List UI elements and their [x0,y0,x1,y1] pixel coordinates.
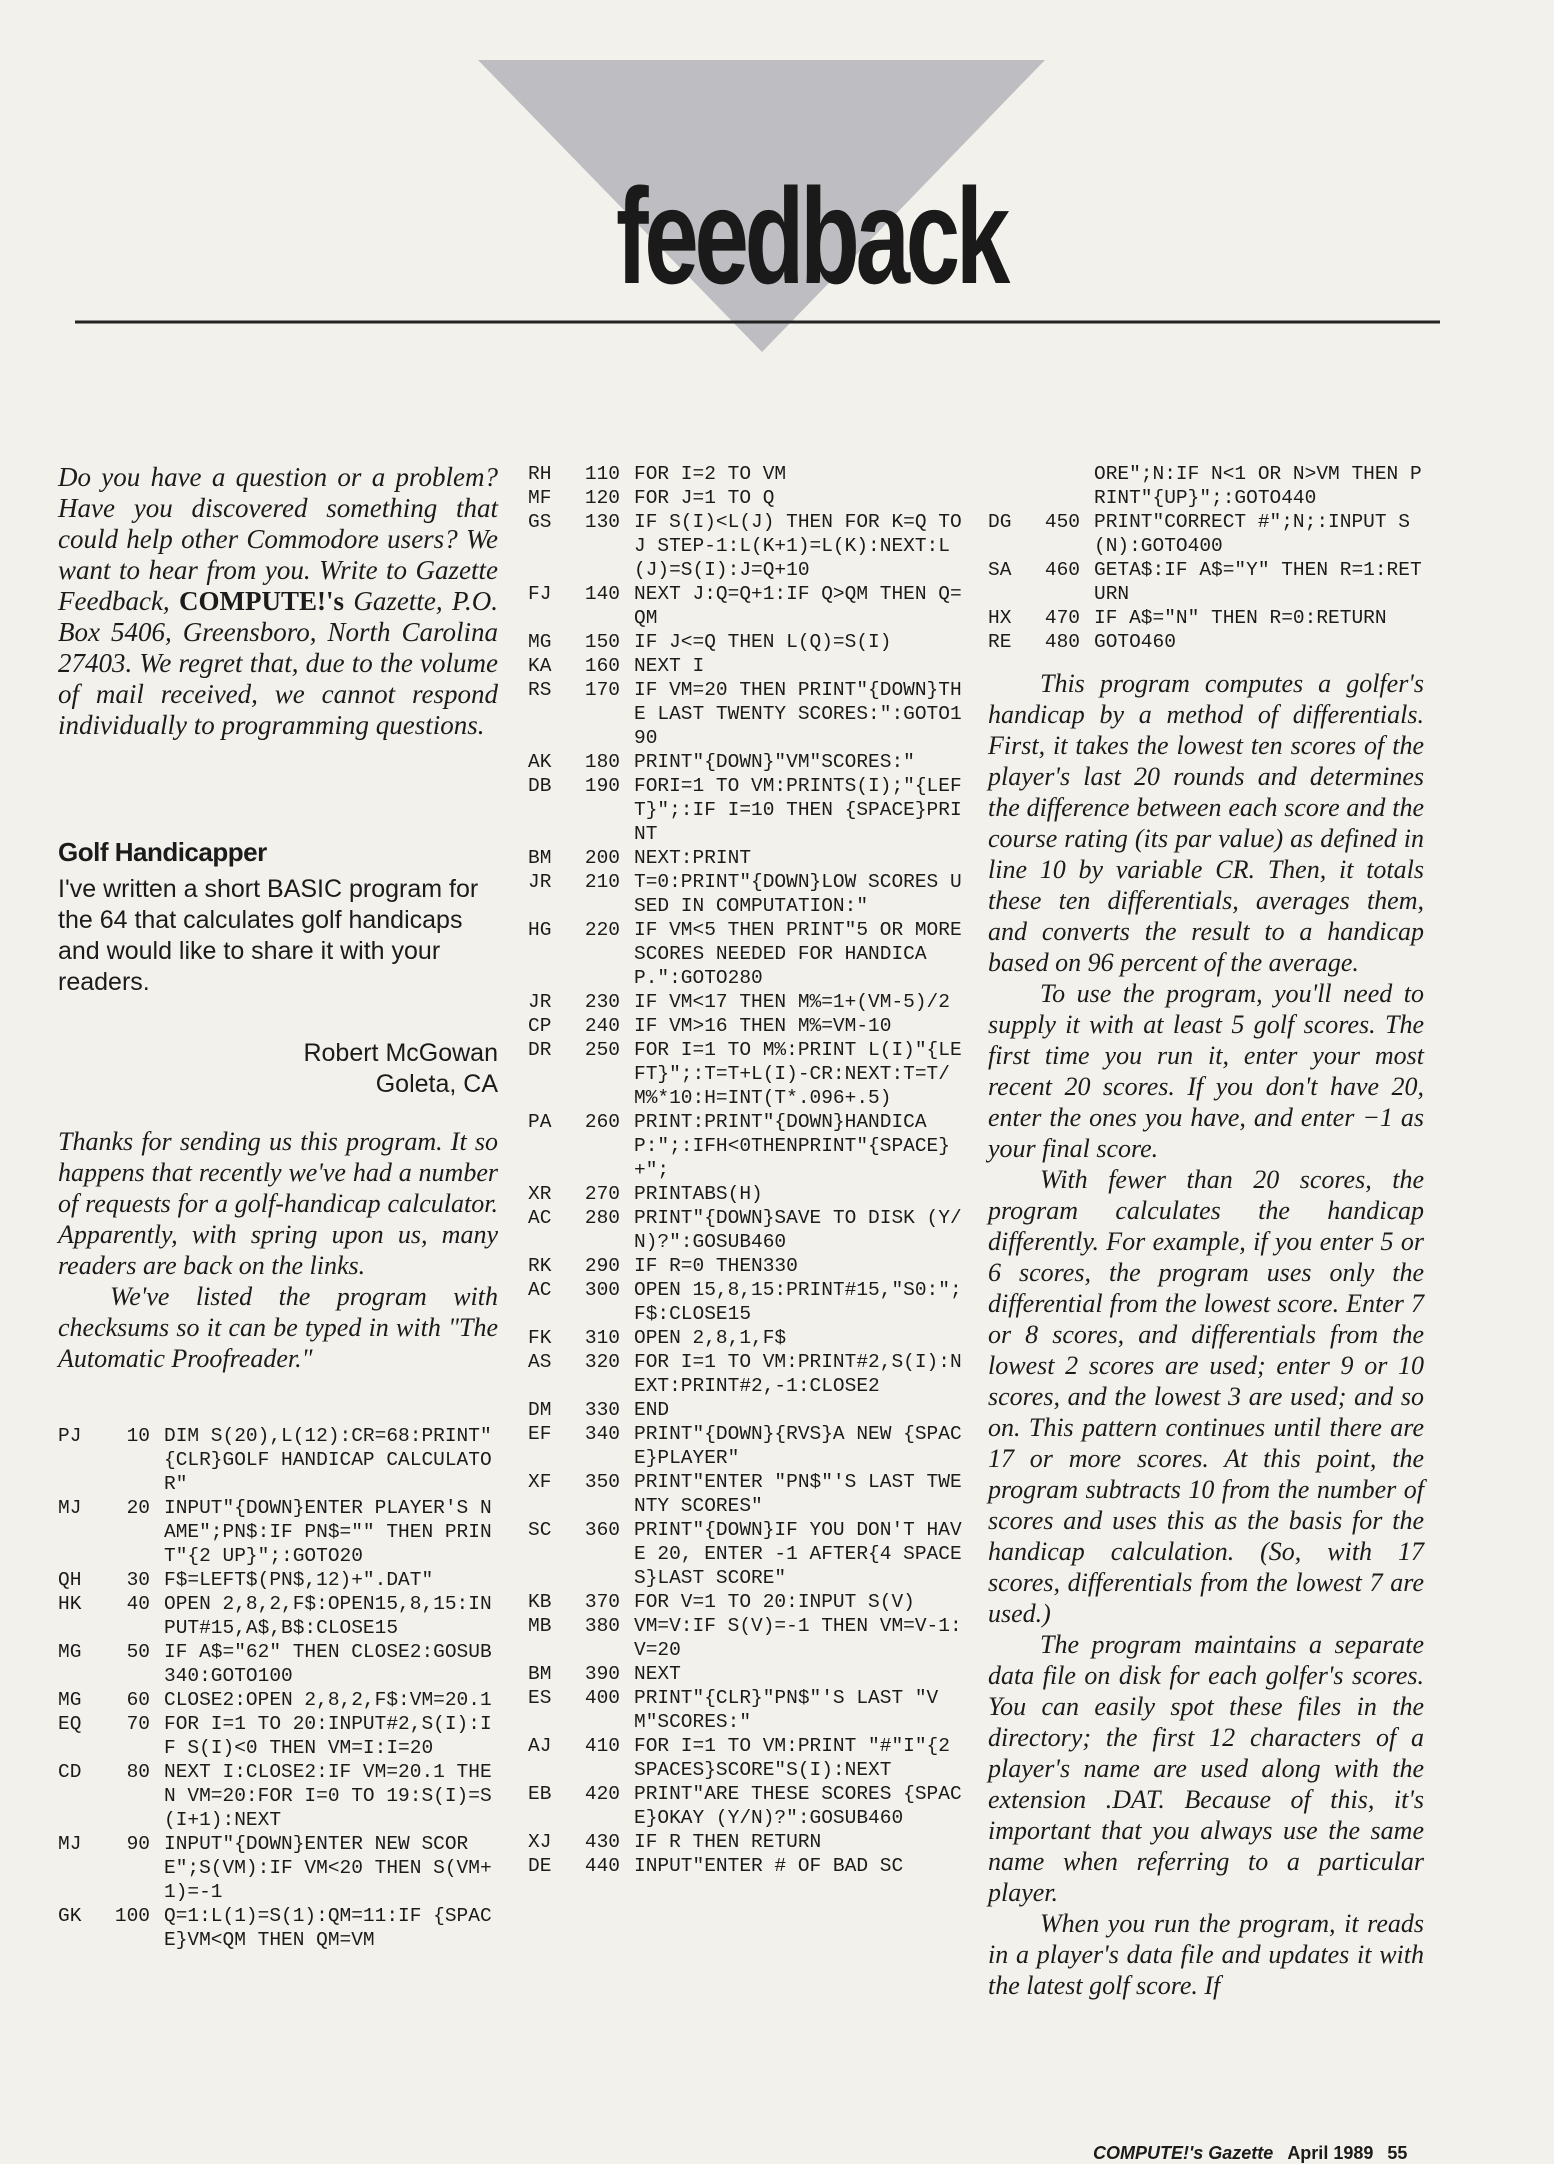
listing-statement: IF VM<5 THEN PRINT"5 OR MORE SCORES NEEDED FOR HANDICAP.":GOTO280 [634,919,974,989]
explanation-p2: To use the program, you'll need to supply it with at least 5 golf scores. The first time you run it, enter your most recent 20 scores. If you don't have 20, enter the ones you have, and enter −1 as your final score. [988,979,1424,1163]
listing-line-number: 390 [584,1663,620,1685]
footer-issue: April 1989 [1287,2143,1374,2163]
listing-checksum: QH [58,1569,82,1591]
listing-checksum: EF [528,1423,552,1445]
listing-line [528,1854,968,1878]
listing-statement: IF VM<17 THEN M%=1+(VM-5)/2 [634,991,950,1013]
listing-line-number: 110 [584,463,620,485]
listing-line [528,1182,968,1206]
listing-line [58,1832,498,1904]
listing-checksum: HK [58,1593,82,1615]
listing-checksum: DM [528,1399,552,1421]
listing-statement: IF A$="62" THEN CLOSE2:GOSUB340:GOTO100 [164,1641,492,1687]
listing-statement: GETA$:IF A$="Y" THEN R=1:RETURN [1094,559,1422,605]
listing-checksum: BM [528,847,552,869]
listing-checksum: XR [528,1183,552,1205]
listing-line-number: 400 [584,1687,620,1709]
listing-checksum: GK [58,1905,82,1927]
listing-line [58,1712,498,1760]
listing-statement: PRINT"{DOWN}SAVE TO DISK (Y/N)?":GOSUB460 [634,1207,962,1253]
listing-statement: INPUT"{DOWN}ENTER PLAYER'S NAME";PN$:IF PN$="" THEN PRINT"{2 UP}";:GOTO20 [164,1497,492,1567]
listing-line-number: 360 [584,1519,620,1541]
listing-line [528,846,968,870]
intro-magazine-name: COMPUTE!'s [179,586,345,616]
program-listing-part2 [528,462,974,1878]
listing-line-number: 150 [584,631,620,653]
listing-statement: OPEN 2,8,2,F$:OPEN15,8,15:INPUT#15,A$,B$:CLOSE15 [164,1593,492,1639]
listing-line-number: 20 [126,1497,150,1519]
listing-statement: IF S(I)<L(J) THEN FOR K=Q TO J STEP-1:L(K+1)=L(K):NEXT:L(J)=S(I):J=Q+10 [634,511,974,581]
listing-line [528,990,968,1014]
listing-statement: IF R=0 THEN330 [634,1255,798,1277]
listing-line [58,1688,498,1712]
reader-letter: I've written a short BASIC program for the 64 that calculates golf handicaps and would like to share it with your readers. [58,875,479,996]
listing-statement: END [634,1399,670,1421]
listing-line-number: 230 [584,991,620,1013]
listing-line [528,1278,968,1326]
listing-statement: DIM S(20),L(12):CR=68:PRINT"{CLR}GOLF HANDICAP CALCULATOR" [164,1425,492,1495]
listing-line-number: 300 [584,1279,620,1301]
listing-checksum: DG [988,511,1012,533]
column-right [988,462,1424,2001]
listing-checksum: MB [528,1615,552,1637]
listing-checksum: MJ [58,1833,82,1855]
listing-line [528,918,974,990]
listing-line [528,678,968,750]
listing-statement: GOTO460 [1094,631,1176,653]
listing-line-number: 370 [584,1591,620,1613]
listing-statement: IF VM=20 THEN PRINT"{DOWN}THE LAST TWENTY SCORES:":GOTO190 [634,679,962,749]
listing-statement: IF R THEN RETURN [634,1831,822,1853]
listing-checksum: MF [528,487,552,509]
explanation-p1: This program computes a golfer's handicap by a method of differentials. First, it takes the lowest ten scores of the player's last 20 rounds and determines the difference between each score and the course rating (its par value) as defined in line 10 by variable CR. Then, it totals these ten differentials, averages them, and converts the result to a handicap based on 96 percent of the average. [988,669,1424,977]
listing-statement: CLOSE2:OPEN 2,8,2,F$:VM=20.1 [164,1689,492,1711]
listing-line-number: 220 [584,919,620,941]
listing-line [528,1422,968,1470]
intro-text-a: Do you have a question or a problem? Have you discovered something that could help other Commodore users? We want to hear from you. Write to Gazette Feedback, [58,462,498,616]
listing-line [528,870,968,918]
listing-statement: PRINT"{DOWN}{RVS}A NEW {SPACE}PLAYER" [634,1423,962,1469]
listing-continuation: ORE";N:IF N<1 OR N>VM THEN PRINT"{UP}";:GOTO440 [1094,463,1422,509]
author-name: Robert McGowan [303,1039,498,1067]
listing-checksum: KA [528,655,552,677]
listing-line-number: 170 [584,679,620,701]
listing-line [528,1014,968,1038]
footer-page-number: 55 [1387,2143,1408,2163]
column-middle [528,462,974,1878]
listing-line-number: 130 [584,511,620,533]
listing-checksum: PA [528,1111,552,1133]
letter-signature [58,1038,498,1100]
listing-statement: FOR I=1 TO VM:PRINT#2,S(I):NEXT:PRINT#2,-1:CLOSE2 [634,1351,962,1397]
editor-reply-listing-note: We've listed the program with checksums so it can be typed in with "The Automatic Proofreader." [58,1282,498,1373]
listing-statement: FORI=1 TO VM:PRINTS(I);"{LEFT}";:IF I=10 THEN {SPACE}PRINT [634,775,962,845]
listing-line-number: 330 [584,1399,620,1421]
listing-statement: NEXT I:CLOSE2:IF VM=20.1 THEN VM=20:FOR I=0 TO 19:S(I)=S(I+1):NEXT [164,1761,492,1831]
listing-checksum: EQ [58,1713,82,1735]
listing-statement: FOR J=1 TO Q [634,487,775,509]
listing-line [528,486,968,510]
listing-statement: Q=1:L(1)=S(1):QM=11:IF {SPACE}VM<QM THEN QM=VM [164,1905,492,1951]
listing-checksum: MG [528,631,552,653]
listing-line [528,1518,968,1590]
listing-line-number: 380 [584,1615,620,1637]
listing-checksum: XJ [528,1831,552,1853]
listing-checksum: JR [528,871,552,893]
listing-line [58,1904,498,1952]
program-listing-part3 [988,462,1424,654]
listing-statement: NEXT:PRINT [634,847,752,869]
listing-line-number: 310 [584,1327,620,1349]
listing-checksum: RH [528,463,552,485]
listing-line-number: 450 [1044,511,1080,533]
listing-line [528,774,968,846]
listing-statement: IF A$="N" THEN R=0:RETURN [1094,607,1387,629]
listing-line [528,1614,968,1662]
listing-statement: PRINT:PRINT"{DOWN}HANDICAP:";:IFH<0THENPRINT"{SPACE}+"; [634,1111,950,1181]
listing-checksum: DE [528,1855,552,1877]
listing-statement: INPUT"{DOWN}ENTER NEW SCORE";S(VM):IF VM<20 THEN S(VM+1)=-1 [164,1833,492,1903]
listing-line-number: 140 [584,583,620,605]
listing-checksum: SC [528,1519,552,1541]
explanation-p5: When you run the program, it reads in a player's data file and updates it with the latest golf score. If [988,1909,1424,2000]
listing-line [528,462,968,486]
listing-statement: OPEN 15,8,15:PRINT#15,"S0:";F$:CLOSE15 [634,1279,962,1325]
listing-statement: PRINT"CORRECT #";N;:INPUT S(N):GOTO400 [1094,511,1410,557]
listing-checksum: FJ [528,583,552,605]
listing-checksum: DR [528,1039,552,1061]
listing-checksum: SA [988,559,1012,581]
listing-checksum: MG [58,1689,82,1711]
listing-statement: IF VM>16 THEN M%=VM-10 [634,1015,892,1037]
listing-line-number: 50 [126,1641,150,1663]
listing-checksum: KB [528,1591,552,1613]
listing-line-number: 180 [584,751,620,773]
editor-reply: Thanks for sending us this program. It so happens that recently we've had a number of requests for a golf-handicap calculator. Apparently, with spring upon us, many readers are back on the links. [58,1127,498,1280]
listing-statement: PRINT"{DOWN}IF YOU DON'T HAVE 20, ENTER -1 AFTER{4 SPACES}LAST SCORE" [634,1519,962,1589]
program-listing-part3-lines [988,510,1424,654]
intro-text-b: Gazette, P.O. Box 5406, Greensboro, North Carolina 27403. We regret that, due to the volume of mail received, we cannot respond individually to programming questions. [58,586,498,740]
listing-checksum: AC [528,1279,552,1301]
listing-checksum: XF [528,1471,552,1493]
feedback-intro [58,462,498,741]
listing-checksum: CD [58,1761,82,1783]
listing-checksum: DB [528,775,552,797]
listing-statement: NEXT J:Q=Q+1:IF Q>QM THEN Q=QM [634,583,962,629]
listing-line-number: 90 [126,1833,150,1855]
listing-statement: NEXT [634,1663,681,1685]
listing-line-number: 460 [1044,559,1080,581]
listing-line-number: 40 [126,1593,150,1615]
listing-line [528,654,968,678]
listing-checksum: HG [528,919,552,941]
listing-line [528,1038,968,1110]
masthead-title: feedback [616,160,1006,312]
listing-checksum: CP [528,1015,552,1037]
listing-line-number: 410 [584,1735,620,1757]
listing-line [58,1640,498,1688]
listing-line [528,1734,968,1782]
listing-checksum: BM [528,1663,552,1685]
column-left [58,462,498,1952]
listing-line-number: 60 [126,1689,150,1711]
listing-line [988,630,1424,654]
listing-statement: PRINT"{CLR}"PN$"'S LAST "VM"SCORES:" [634,1687,939,1733]
listing-line [528,750,968,774]
listing-line-number: 30 [126,1569,150,1591]
listing-line-number: 200 [584,847,620,869]
listing-line [528,1110,968,1182]
listing-line [528,1782,968,1830]
listing-line [528,1830,968,1854]
listing-line-number: 250 [584,1039,620,1061]
listing-line-number: 290 [584,1255,620,1277]
listing-line-number: 80 [126,1761,150,1783]
listing-line [58,1592,498,1640]
listing-line [988,558,1424,606]
listing-checksum: HX [988,607,1012,629]
listing-checksum: AJ [528,1735,552,1757]
listing-checksum: AC [528,1207,552,1229]
listing-statement: OPEN 2,8,1,F$ [634,1327,787,1349]
listing-statement: FOR V=1 TO 20:INPUT S(V) [634,1591,915,1613]
listing-line [528,1350,968,1398]
listing-line-number: 430 [584,1831,620,1853]
listing-line-number: 340 [584,1423,620,1445]
listing-line-number: 70 [126,1713,150,1735]
listing-statement: F$=LEFT$(PN$,12)+".DAT" [164,1569,434,1591]
listing-line-number: 440 [584,1855,620,1877]
listing-checksum: FK [528,1327,552,1349]
listing-statement: VM=V:IF S(V)=-1 THEN VM=V-1:V=20 [634,1615,962,1661]
listing-line [528,630,968,654]
listing-line-number: 120 [584,487,620,509]
listing-line [528,1686,968,1734]
listing-line [58,1496,498,1568]
listing-line-number: 260 [584,1111,620,1133]
listing-line [528,1326,968,1350]
listing-line [988,510,1424,558]
listing-statement: INPUT"ENTER # OF BAD SC [634,1855,904,1877]
listing-statement: PRINT"ARE THESE SCORES {SPACE}OKAY (Y/N)?":GOSUB460 [634,1783,962,1829]
listing-checksum: EB [528,1783,552,1805]
listing-line-number: 420 [584,1783,620,1805]
listing-checksum: PJ [58,1425,82,1447]
listing-statement: FOR I=1 TO VM:PRINT "#"I"{2 SPACES}SCORE"S(I):NEXT [634,1735,962,1781]
author-location: Goleta, CA [375,1070,498,1098]
listing-line-number: 190 [584,775,620,797]
explanation-p4: The program maintains a separate data file on disk for each golfer's scores. You can easily spot these files in the directory; the first 12 characters of a player's name are used along with the extension .DAT. Because of this, it's important that you always use the same name when referring to a particular player. [988,1630,1424,1907]
listing-line [528,510,974,582]
listing-statement: PRINTABS(H) [634,1183,763,1205]
listing-statement: FOR I=1 TO M%:PRINT L(I)"{LEFT}";:T=T+L(I)-CR:NEXT:T=T/M%*10:H=INT(T*.096+.5) [634,1039,962,1109]
listing-line [528,1470,968,1518]
listing-checksum: JR [528,991,552,1013]
listing-line-number: 100 [114,1905,150,1927]
listing-checksum: MJ [58,1497,82,1519]
listing-line [988,606,1424,630]
listing-statement: PRINT"ENTER "PN$"'S LAST TWENTY SCORES" [634,1471,962,1517]
listing-checksum: RE [988,631,1012,653]
listing-line [528,1590,968,1614]
listing-checksum: RK [528,1255,552,1277]
listing-statement: T=0:PRINT"{DOWN}LOW SCORES USED IN COMPUTATION:" [634,871,962,917]
listing-line-number: 160 [584,655,620,677]
listing-checksum: ES [528,1687,552,1709]
listing-line-number: 240 [584,1015,620,1037]
listing-line-number: 350 [584,1471,620,1493]
listing-line [528,582,968,630]
listing-line-number: 10 [126,1425,150,1447]
article-heading: Golf Handicapper [58,837,267,867]
program-listing-part1 [58,1424,498,1952]
listing-line [528,1398,968,1422]
listing-line-number: 280 [584,1207,620,1229]
listing-checksum: GS [528,511,552,533]
listing-checksum: AK [528,751,552,773]
listing-line-number: 480 [1044,631,1080,653]
listing-line-number: 470 [1044,607,1080,629]
listing-line-number: 270 [584,1183,620,1205]
listing-checksum: AS [528,1351,552,1373]
listing-statement: PRINT"{DOWN}"VM"SCORES:" [634,751,915,773]
listing-statement: NEXT I [634,655,705,677]
listing-checksum: RS [528,679,552,701]
listing-checksum: MG [58,1641,82,1663]
footer-magazine: COMPUTE!'s Gazette [1093,2143,1274,2163]
listing-line [58,1568,498,1592]
page-footer [1093,2143,1407,2164]
listing-line-number: 320 [584,1351,620,1373]
listing-statement: FOR I=1 TO 20:INPUT#2,S(I):IF S(I)<0 THEN VM=I:I=20 [164,1713,492,1759]
listing-line-number: 210 [584,871,620,893]
listing-line [528,1206,968,1254]
masthead-area [0,0,1554,380]
listing-line [528,1254,968,1278]
listing-line [58,1760,498,1832]
listing-line [528,1662,968,1686]
listing-line [58,1424,498,1496]
listing-statement: IF J<=Q THEN L(Q)=S(I) [634,631,892,653]
listing-statement: FOR I=2 TO VM [634,463,787,485]
explanation-p3: With fewer than 20 scores, the program calculates the handicap differently. For example, if you enter 5 or 6 scores, the program uses only the differential from the lowest score. Enter 7 or 8 scores, and differentials from the lowest 2 scores are used; enter 9 or 10 scores, and the lowest 3 are used; and so on. This pattern continues until there are 17 or more scores. At this point, the program subtracts 10 from the number of scores and uses this as the basis for the handicap calculation. (So, with 17 scores, differentials from the lowest 7 are used.) [988,1165,1424,1628]
